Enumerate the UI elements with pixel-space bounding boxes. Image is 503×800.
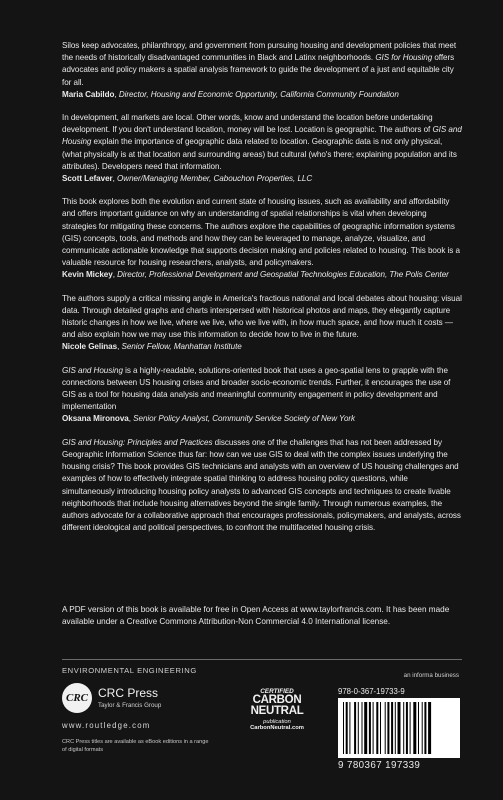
crc-logo-icon: CRC <box>62 683 92 713</box>
blurb-5 <box>62 365 462 426</box>
publisher-group: Taylor & Francis Group <box>98 702 162 709</box>
blurb-6 <box>62 437 462 535</box>
blurb-attribution: Maria Cabildo, Director, Housing and Economic Opportunity, California Community Foundation <box>62 89 399 99</box>
reviewer-name: Oksana Mironova <box>62 414 129 424</box>
reviewer-role: Senior Fellow, Manhattan Institute <box>121 342 242 352</box>
publisher-name: CRC Press <box>98 686 159 700</box>
ebook-note: CRC Press titles are available as eBook editions in a range of digital formats <box>62 739 209 753</box>
blurb-4 <box>62 293 462 354</box>
reviewer-name: Nicole Gelinas <box>62 342 118 352</box>
blurb-text: GIS and Housing is a highly-readable, solutions-oriented book that uses a geo-spatial lens to grapple with the connections between US housing crises and broader socio-economic trends. Further, it encourages the use of GIS as a tool for housing data analysis and meaningful community engagement in policy development and implementation <box>62 365 451 412</box>
reviewer-name: Kevin Mickey <box>62 270 113 280</box>
reviewer-role: Owner/Managing Member, Cabouchon Properties, LLC <box>117 174 313 184</box>
reviewer-name: Maria Cabildo <box>62 89 115 99</box>
blurb-3 <box>62 196 462 281</box>
reviewer-name: Scott Lefaver <box>62 174 113 184</box>
blurb-text: Silos keep advocates, philanthropy, and government from pursuing housing and development policies that meet the needs of historically disadvantaged communities in Black and Latinx neighborhoods. GIS for Housing offers advocates and policy makers a spatial analysis framework to guide the development of a just and equitable city for all. <box>62 41 457 87</box>
blurb-attribution: Nicole Gelinas, Senior Fellow, Manhattan Institute <box>62 342 242 352</box>
back-cover-blurbs <box>62 40 462 545</box>
blurb-1 <box>62 40 462 101</box>
informa-tagline: an informa business <box>403 672 459 679</box>
blurb-text: The authors supply a critical missing angle in America's fractious national and local debates about housing: visual data. Through detailed graphs and charts interspersed with historical photos and maps, they elegantly capture historic changes in how we live, where we live, who we live with, in how much space, and how much it costs — and also explain how we may use this information to decide how to live in the future. <box>62 293 462 340</box>
blurb-attribution: Kevin Mickey, Director, Professional Development and Geospatial Technologies Education, The Polis Center <box>62 270 449 280</box>
open-access-notice <box>62 604 462 627</box>
blurb-2 <box>62 112 462 185</box>
barcode-digits: 9 780367 197339 <box>338 760 421 771</box>
carbon-neutral-badge-icon: CERTIFIED CARBON NEUTRAL publication CarbonNeutral.com <box>250 688 304 731</box>
blurb-text: This book explores both the evolution and current state of housing issues, such as availability and affordability and offers important guidance on why an understanding of spatial relationships is vital when developing strategies for mitigating these concerns. The authors explore the capabilities of geographic information systems (GIS) concepts, tools, and methods and how they can be leveraged to manage, analyze, visualize, and communicate actionable knowledge that supports decision making and policies related to housing. This book is a valuable resource for housing researchers, analysts, and policymakers. <box>62 197 460 268</box>
reviewer-role: Director, Housing and Economic Opportunity, California Community Foundation <box>118 89 399 99</box>
reviewer-role: Director, Professional Development and Geospatial Technologies Education, The Polis Center <box>117 270 449 280</box>
subject-category: ENVIRONMENTAL ENGINEERING <box>62 666 197 675</box>
open-access-text: A PDF version of this book is available for free in Open Access at www.taylorfrancis.com. It has been made available under a Creative Commons Attribution-Non Commercial 4.0 International license. <box>62 605 450 626</box>
blurb-attribution: Oksana Mironova, Senior Policy Analyst, Community Service Society of New York <box>62 414 356 424</box>
blurb-attribution: Scott Lefaver, Owner/Managing Member, Cabouchon Properties, LLC <box>62 174 313 184</box>
blurb-text: GIS and Housing: Principles and Practices discusses one of the challenges that has not been addressed by Geographic Information Science thus far: how can we use GIS to deal with the complex issues underlying the housing crisis? This book provides GIS technicians and analysts with an overview of US housing challenges and examples of how to effectively integrate spatial thinking to address housing policy questions, while simultaneously introducing housing policy analysts to advanced GIS concepts and techniques to create livable neighborhoods that include housing alternatives beyond the single family. Through numerous examples, the authors advocate for a collaborative approach that encourages professionals, policymakers, and analysts, across different ideological and political perspectives, to confront the multifaceted housing crisis. <box>62 437 461 533</box>
isbn-number: 978-0-367-19733-9 <box>338 687 405 696</box>
publisher-website: www.routledge.com <box>62 721 151 730</box>
barcode-icon <box>338 698 460 758</box>
reviewer-role: Senior Policy Analyst, Community Service Society of New York <box>133 414 356 424</box>
blurb-text: In development, all markets are local. Other words, know and understand the location before undertaking development. If you don't understand location, money will be lost. Location is geographic. The authors of GIS and Housing explain the importance of geographic data related to location. Geographic data is not only physical, (what physically is at that location and surrounding areas) but cultural (who's there; explaining population and its attributes). Developers need that information. <box>62 113 462 171</box>
footer-divider <box>62 659 462 660</box>
